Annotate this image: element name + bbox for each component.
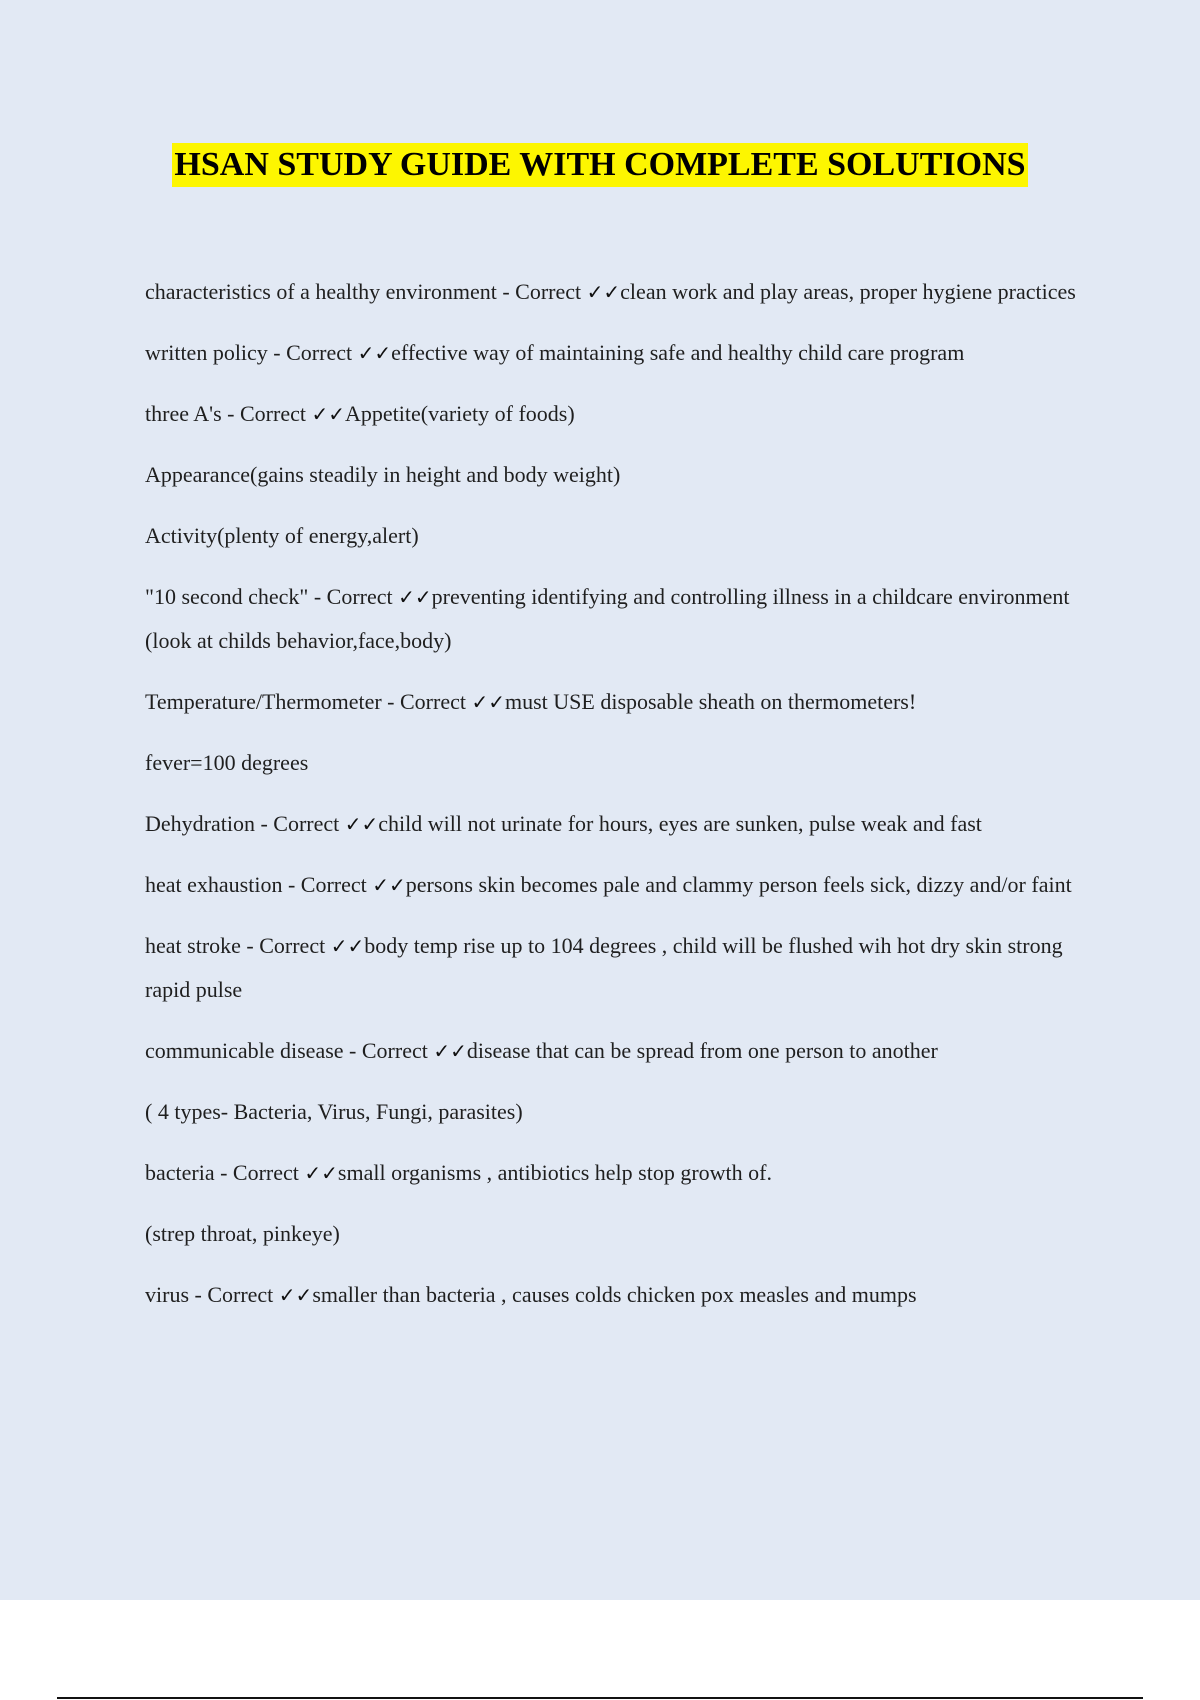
checkmark-icon: ✓✓ [344, 812, 379, 836]
item-answer: must USE disposable sheath on thermometers! [504, 689, 917, 714]
checkmark-icon: ✓✓ [357, 341, 392, 365]
checkmark-icon: ✓✓ [304, 1161, 338, 1185]
study-item [145, 924, 1085, 1012]
study-item-continuation [145, 453, 1085, 497]
checkmark-icon: ✓✓ [433, 1039, 467, 1063]
study-item-continuation [145, 1212, 1085, 1256]
checkmark-icon: ✓✓ [278, 1283, 313, 1307]
checkmark-icon: ✓✓ [372, 873, 406, 897]
item-answer: disease that can be spread from one person to another [466, 1038, 938, 1063]
item-answer: Activity(plenty of energy,alert) [145, 523, 419, 548]
item-term: three A's - Correct [145, 401, 312, 426]
study-item [145, 331, 1085, 375]
study-item [145, 270, 1085, 314]
study-item-continuation [145, 1090, 1085, 1134]
checkmark-icon: ✓✓ [586, 280, 621, 304]
checkmark-icon: ✓✓ [330, 934, 365, 958]
study-item-continuation [145, 741, 1085, 785]
item-answer: small organisms , antibiotics help stop growth of. [337, 1160, 772, 1185]
item-answer: body temp rise up to 104 degrees , child will be flushed wih hot dry skin strong rapid pulse [145, 933, 1063, 1002]
item-term: Dehydration - Correct [145, 811, 345, 836]
footer-divider [57, 1697, 1143, 1699]
study-item-continuation [145, 514, 1085, 558]
item-answer: (strep throat, pinkeye) [145, 1221, 340, 1246]
item-answer: smaller than bacteria , causes colds chicken pox measles and mumps [312, 1282, 917, 1307]
item-term: written policy - Correct [145, 340, 358, 365]
study-item [145, 1273, 1085, 1317]
study-guide-content [145, 270, 1085, 1334]
item-answer: fever=100 degrees [145, 750, 309, 775]
item-term: heat stroke - Correct [145, 933, 331, 958]
item-term: Temperature/Thermometer - Correct [145, 689, 472, 714]
checkmark-icon: ✓✓ [311, 402, 345, 426]
study-item [145, 392, 1085, 436]
item-term: heat exhaustion - Correct [145, 872, 373, 897]
item-term: "10 second check" - Correct [145, 584, 399, 609]
item-answer: Appetite(variety of foods) [344, 401, 575, 426]
item-answer: ( 4 types- Bacteria, Virus, Fungi, parasites) [145, 1099, 523, 1124]
item-answer: child will not urinate for hours, eyes are sunken, pulse weak and fast [378, 811, 982, 836]
study-item [145, 1151, 1085, 1195]
item-answer: clean work and play areas, proper hygiene practices [620, 279, 1076, 304]
item-answer: preventing identifying and controlling illness in a childcare environment (look at childs behavior,face,body) [145, 584, 1070, 653]
item-term: communicable disease - Correct [145, 1038, 434, 1063]
title-container [0, 143, 1200, 187]
item-term: characteristics of a healthy environment - Correct [145, 279, 587, 304]
checkmark-icon: ✓✓ [398, 585, 432, 609]
document-title: HSAN STUDY GUIDE WITH COMPLETE SOLUTIONS [172, 143, 1027, 187]
checkmark-icon: ✓✓ [471, 690, 505, 714]
item-answer: Appearance(gains steadily in height and body weight) [145, 462, 621, 487]
study-item [145, 575, 1085, 663]
item-term: bacteria - Correct [145, 1160, 305, 1185]
study-item [145, 1029, 1085, 1073]
study-item [145, 802, 1085, 846]
study-item [145, 863, 1085, 907]
study-item [145, 680, 1085, 724]
item-answer: effective way of maintaining safe and healthy child care program [391, 340, 965, 365]
item-term: virus - Correct [145, 1282, 279, 1307]
item-answer: persons skin becomes pale and clammy person feels sick, dizzy and/or faint [405, 872, 1072, 897]
